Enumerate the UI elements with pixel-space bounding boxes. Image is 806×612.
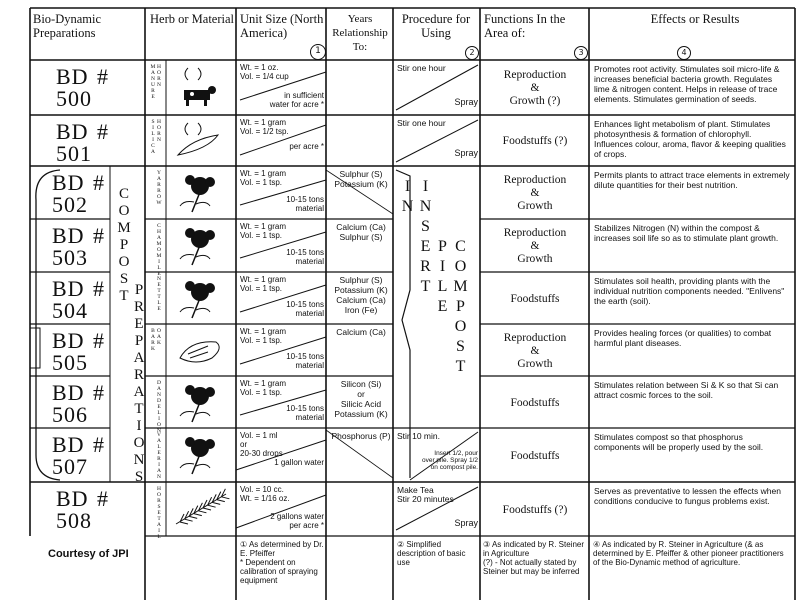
footnote-marker-3: 3 <box>574 46 588 60</box>
years-relationship: Calcium (Ca) <box>336 327 386 337</box>
moon-horn-icon <box>170 119 232 163</box>
procedure-action: Spray <box>454 148 478 158</box>
chamomile-flower-icon <box>170 223 232 267</box>
effect-text: Provides healing forces (or qualities) to combat harmful plant diseases. <box>594 328 772 348</box>
footnote-functions: ③ As indicated by R. Steiner in Agriculture (?) - Not actually stated by Steiner but may be inferred <box>483 540 584 576</box>
prep-label: BD # 504 <box>52 276 106 323</box>
prep-label: BD # 500 <box>56 64 110 111</box>
herb-name: VALERIAN <box>156 432 162 480</box>
prep-label: BD # 505 <box>52 328 106 375</box>
credit-text: Courtesy of JPI <box>48 548 129 560</box>
header-preparations: Bio-Dynamic Preparations <box>33 12 102 40</box>
prep-label: BD # 508 <box>56 486 110 533</box>
header-years: Years Relationship To: <box>332 13 388 53</box>
footnote-effects: ④ As indicated by R. Steiner in Agriculture (& as determined by E. Pfeiffer & other pioneer practitioners of the Bio-Dynamic method of agriculture. <box>593 540 784 567</box>
header-functions: Functions In the Area of: <box>484 12 566 40</box>
years-relationship: Phosphorus (P) <box>331 431 391 441</box>
insert-in-label: INSERT IN <box>399 178 434 298</box>
nettle-leaf-icon <box>170 276 232 320</box>
procedure-step: Stir 10 min. <box>397 431 440 441</box>
function-area: Reproduction & Growth <box>503 227 567 265</box>
compost-left-label: COMPOST <box>116 186 132 305</box>
herb-name: HORN MANURE <box>150 64 162 100</box>
herb-name: OAK BARK <box>150 328 162 352</box>
unit-dilution: 1 gallon water <box>274 458 324 467</box>
effect-text: Enhances light metabolism of plant. Stimulates photosynthesis & formation of chlorophyll. Influences colour, aroma, flavor & keeping qualities of crops. <box>594 119 786 159</box>
unit-dilution: 10-15 tons material <box>286 248 324 266</box>
unit-amount: Wt. = 1 gram Vol. = 1 tsp. <box>240 222 287 240</box>
prep-label: BD # 507 <box>52 432 106 479</box>
function-area: Foodstuffs <box>510 396 560 409</box>
unit-amount: Wt. = 1 oz. Vol. = 1/4 cup <box>240 63 289 81</box>
header-procedure: Procedure for Using <box>401 12 471 40</box>
function-area: Foodstuffs <box>510 449 560 462</box>
header-unit-size: Unit Size (North America) <box>240 12 324 40</box>
function-area: Foodstuffs <box>510 292 560 305</box>
prep-label: BD # 501 <box>56 119 110 166</box>
procedure-step: Stir one hour <box>397 118 446 128</box>
prep-label: BD # 503 <box>52 223 106 270</box>
footnote-marker-1: 1 <box>310 44 326 60</box>
yarrow-flower-icon <box>170 170 232 214</box>
unit-dilution: 10-15 tons material <box>286 195 324 213</box>
function-area: Foodstuffs (?) <box>502 503 568 516</box>
effect-text: Stabilizes Nitrogen (N) within the compost & increases soil life so as to stimulate plant growth. <box>594 223 779 243</box>
procedure-action: Spray <box>454 518 478 528</box>
footnote-marker-4: 4 <box>677 46 691 60</box>
procedure-step: Make Tea Stir 20 minutes <box>397 485 454 504</box>
years-relationship: Sulphur (S) Potassium (K) <box>334 169 388 189</box>
preparations-left-label: PREPARATIONS <box>131 282 147 486</box>
unit-dilution: 10-15 tons material <box>286 404 324 422</box>
effect-text: Serves as preventative to lessen the effects when conditions conducive to fungus problems exist. <box>594 486 781 506</box>
header-effects: Effects or Results <box>650 12 740 26</box>
unit-amount: Wt. = 1 gram Vol. = 1 tsp. <box>240 275 287 293</box>
herb-name: NETTLE <box>156 276 162 312</box>
herb-name: HORSETAIL <box>156 486 162 540</box>
years-relationship: Sulphur (S) Potassium (K) Calcium (Ca) Iron (Fe) <box>334 275 388 315</box>
effect-text: Stimulates compost so that phosphorus components will be properly used by the soil. <box>594 432 764 452</box>
unit-amount: Wt. = 1 gram Vol. = 1/2 tsp. <box>240 118 289 136</box>
unit-amount: Vol. = 10 cc. Wt. = 1/16 oz. <box>240 485 290 503</box>
valerian-flower-icon <box>170 432 232 476</box>
unit-dilution: in sufficient water for acre * <box>269 91 324 109</box>
effect-text: Stimulates soil health, providing plants with the individual nutrition components needed. "Enlivens" the earth (soil). <box>594 276 785 306</box>
effect-text: Stimulates relation between Si & K so that Si can attract cosmic forces to the soil. <box>594 380 779 400</box>
function-area: Reproduction & Growth <box>503 174 567 212</box>
function-area: Foodstuffs (?) <box>502 135 568 147</box>
moon-cow-icon <box>170 64 232 108</box>
procedure-action: Spray <box>454 97 478 107</box>
function-area: Reproduction & Growth <box>503 331 567 370</box>
unit-amount: Wt. = 1 gram Vol. = 1 tsp. <box>240 327 287 345</box>
unit-dilution: per acre * <box>289 142 324 151</box>
unit-amount: Vol. = 1 ml or 20-30 drops <box>240 431 283 458</box>
horsetail-plant-icon <box>170 486 232 530</box>
prep-label: BD # 506 <box>52 380 106 427</box>
herb-name: HORN SILICA <box>150 119 162 155</box>
unit-dilution: 2 gallons water per acre * <box>270 512 324 530</box>
procedure-action: Insert 1/2, pour over pile. Spray 1/2 on compost pile. <box>421 450 478 471</box>
procedure-step: Stir one hour <box>397 63 446 73</box>
years-relationship: Calcium (Ca) Sulphur (S) <box>336 222 386 242</box>
dandelion-flower-icon <box>170 380 232 424</box>
header-herb: Herb or Material <box>150 12 234 26</box>
unit-amount: Wt. = 1 gram Vol. = 1 tsp. <box>240 379 287 397</box>
herb-name: CHAMOMILE <box>156 223 162 277</box>
oak-bark-icon <box>170 328 232 372</box>
compost-pile-label: COMPOST PILE <box>434 238 469 378</box>
effect-text: Promotes root activity. Stimulates soil micro-life & increases beneficial bacteria growth. Regulates lime & nitrogen content. Helps in release of trace elements. Stimulates germination of seeds. <box>594 64 780 104</box>
unit-dilution: 10-15 tons material <box>286 300 324 318</box>
herb-name: YARROW <box>156 170 162 206</box>
unit-dilution: 10-15 tons material <box>286 352 324 370</box>
footnote-marker-2: 2 <box>465 46 479 60</box>
footnote-procedure: ② Simplified description of basic use <box>397 540 466 567</box>
herb-name: DANDELION <box>156 380 162 434</box>
prep-label: BD # 502 <box>52 170 106 217</box>
years-relationship: Silicon (Si) or Silicic Acid Potassium (K) <box>334 379 388 419</box>
effect-text: Permits plants to attract trace elements in extremely dilute quantities for their best nutrition. <box>594 170 790 190</box>
unit-amount: Wt. = 1 gram Vol. = 1 tsp. <box>240 169 287 187</box>
footnote-unit: ① As determined by Dr. E. Pfeiffer * Dependent on calibration of spraying equipment <box>240 540 324 585</box>
function-area: Reproduction & Growth (?) <box>503 69 567 107</box>
